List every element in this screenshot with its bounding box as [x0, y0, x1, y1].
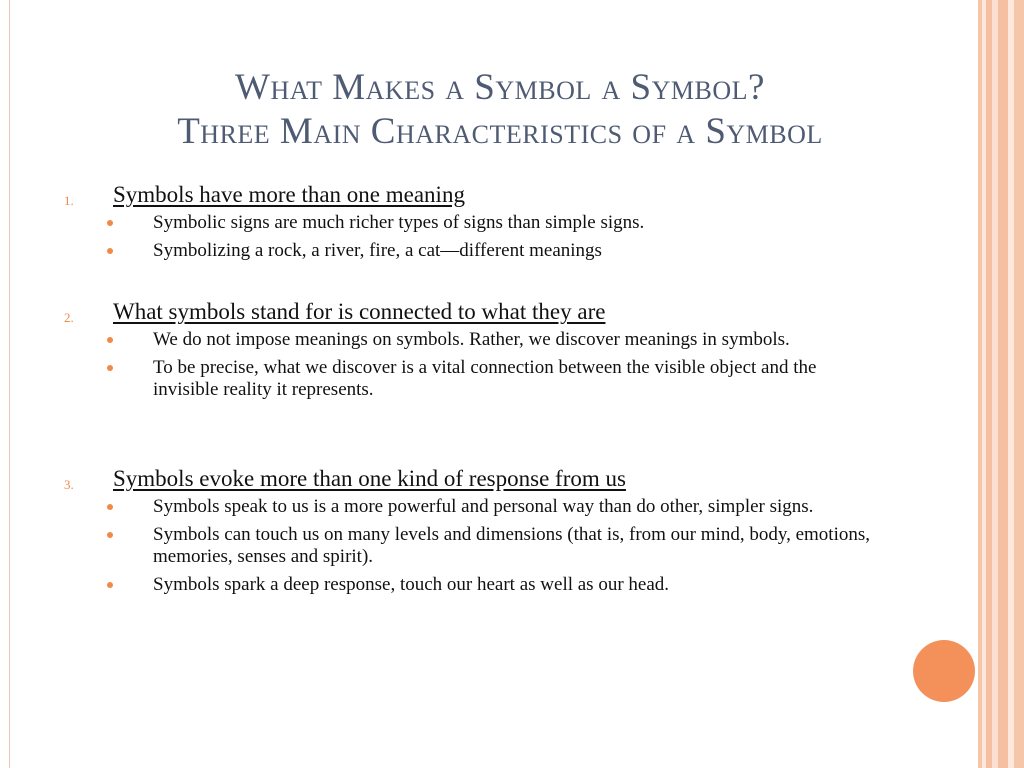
bullet-text: Symbolizing a rock, a river, fire, a cat—different meanings: [153, 240, 602, 261]
section-heading-text: Symbols have more than one meaning: [113, 182, 465, 207]
bullet-text: Symbols can touch us on many levels and dimensions (that is, from our mind, body, emotions, memories, senses and spirit).: [153, 524, 870, 567]
bullet-item: [60, 357, 853, 401]
bullet-dot: [107, 248, 113, 254]
list-item-2: [60, 299, 900, 407]
bullet-dot: [107, 504, 113, 510]
list-number: 1.: [64, 193, 74, 208]
bullet-dot: [107, 582, 113, 588]
bullet-dot: [107, 337, 113, 343]
section-heading: [60, 466, 900, 496]
bullet-text: We do not impose meanings on symbols. Rather, we discover meanings in symbols.: [153, 329, 790, 350]
bullet-item: [60, 329, 853, 351]
bullet-dot: [107, 365, 113, 371]
bullet-dot: [107, 532, 113, 538]
bullet-text: To be precise, what we discover is a vital connection between the visible object and the invisible reality it represents.: [153, 357, 817, 400]
bullet-text: Symbols speak to us is a more powerful and personal way than do other, simpler signs.: [153, 496, 814, 517]
section-heading: [60, 182, 900, 212]
bullet-item: [60, 212, 900, 234]
section-heading-text: Symbols evoke more than one kind of response from us: [113, 466, 626, 491]
title-line-1: What Makes a Symbol a Symbol?: [235, 67, 765, 108]
list-item-1: [60, 182, 900, 268]
bullet-item: [60, 496, 873, 518]
section-heading: [60, 299, 900, 329]
list-number: 3.: [64, 477, 74, 492]
bullet-dot: [107, 220, 113, 226]
section-heading-text: What symbols stand for is connected to what they are: [113, 299, 606, 324]
bullet-text: Symbols spark a deep response, touch our heart as well as our head.: [153, 574, 670, 595]
list-item-3: [60, 466, 900, 602]
title-line-2: Three Main Characteristics of a Symbol: [177, 111, 823, 152]
bullet-text: Symbolic signs are much richer types of signs than simple signs.: [153, 212, 645, 233]
bullet-item: [60, 574, 913, 596]
bullet-item: [60, 240, 900, 262]
bullet-item: [60, 524, 873, 568]
list-number: 2.: [64, 310, 74, 325]
